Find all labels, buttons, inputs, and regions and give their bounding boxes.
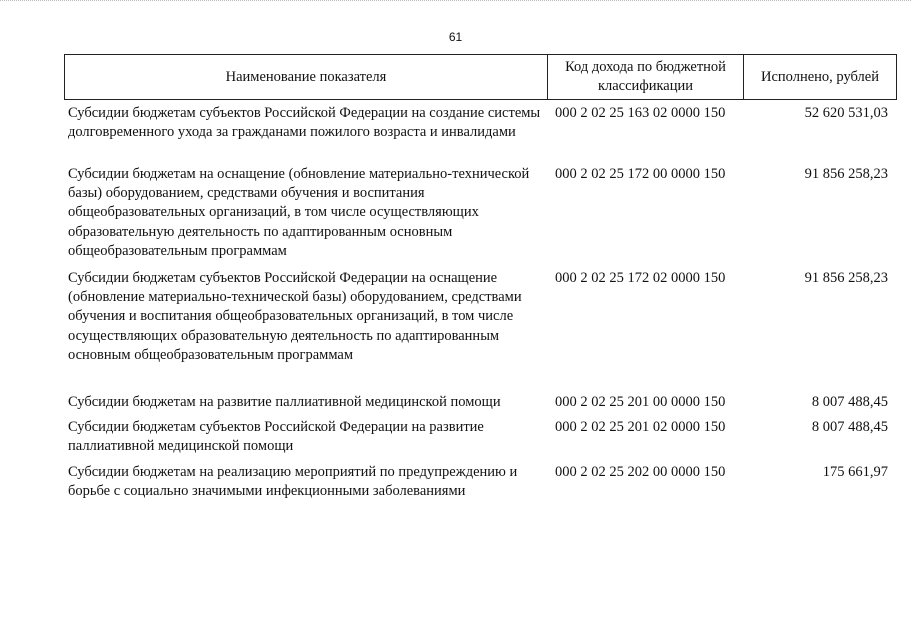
row-amount: 91 856 258,23 bbox=[804, 270, 888, 286]
row-amount: 8 007 488,45 bbox=[811, 394, 888, 410]
column-header-amount: Исполнено, рублей bbox=[744, 55, 897, 100]
table-header bbox=[64, 54, 897, 100]
row-amount: 91 856 258,23 bbox=[804, 166, 888, 182]
row-name: Субсидии бюджетам субъектов Российской Федерации на развитие паллиативной медицинской помощи bbox=[68, 419, 484, 455]
row-code: 000 2 02 25 172 02 0000 150 bbox=[555, 270, 726, 286]
row-name: Субсидии бюджетам на развитие паллиативной медицинской помощи bbox=[68, 394, 501, 410]
row-amount: 8 007 488,45 bbox=[811, 419, 888, 435]
row-code: 000 2 02 25 172 00 0000 150 bbox=[555, 166, 726, 182]
row-code: 000 2 02 25 201 02 0000 150 bbox=[555, 419, 726, 435]
row-name: Субсидии бюджетам на реализацию мероприятий по предупреждению и борьбе с социально значимыми инфекционными заболеваниями bbox=[68, 464, 518, 500]
page-number: 61 bbox=[448, 30, 463, 44]
row-amount: 175 661,97 bbox=[822, 464, 888, 480]
row-code: 000 2 02 25 201 00 0000 150 bbox=[555, 394, 726, 410]
row-name: Субсидии бюджетам субъектов Российской Федерации на оснащение (обновление материально-технической базы) оборудованием, средствами обучения и воспитания общеобразовательных организаций, в том числе осуществляющих образовательную деятельность по адаптированным основным общеобразовательным программам bbox=[68, 270, 522, 363]
row-code: 000 2 02 25 163 02 0000 150 bbox=[555, 105, 726, 121]
row-code: 000 2 02 25 202 00 0000 150 bbox=[555, 464, 726, 480]
row-name: Субсидии бюджетам на оснащение (обновление материально-технической базы) оборудованием, средствами обучения и воспитания общеобразовательных организаций, в том числе осуществляющих образовательную деятельность по адаптированным основным общеобразовательным программам bbox=[68, 166, 530, 259]
row-amount: 52 620 531,03 bbox=[804, 105, 888, 121]
row-name: Субсидии бюджетам субъектов Российской Федерации на создание системы долговременного ухода за гражданами пожилого возраста и инвалидами bbox=[68, 105, 541, 141]
column-header-name: Наименование показателя bbox=[65, 55, 548, 100]
scan-edge bbox=[0, 0, 911, 5]
column-header-code: Код дохода по бюджетной классификации bbox=[548, 55, 744, 100]
